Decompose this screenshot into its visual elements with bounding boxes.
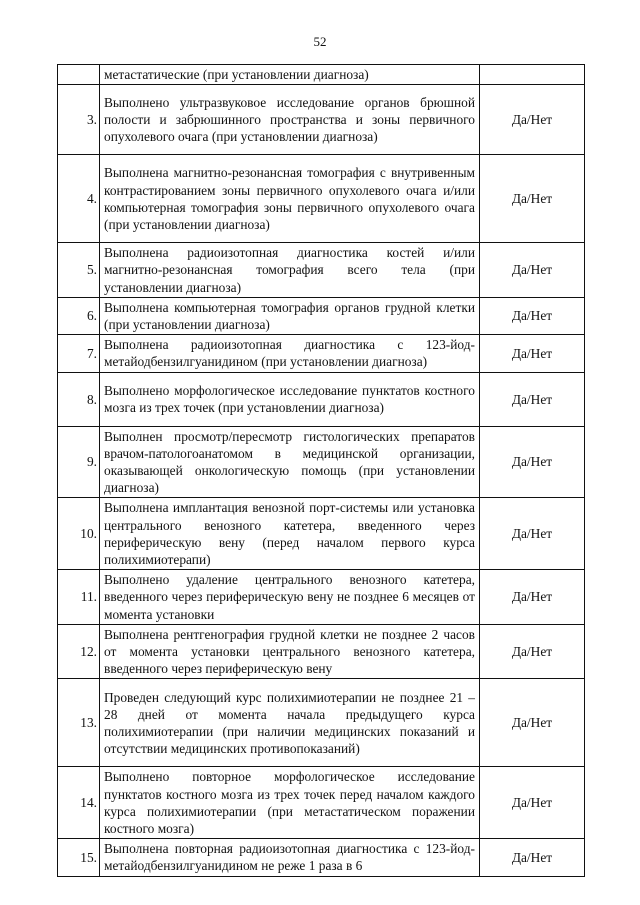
row-number: 5. <box>58 243 100 298</box>
table-row <box>58 624 585 679</box>
row-number: 10. <box>58 498 100 570</box>
row-number: 15. <box>58 839 100 876</box>
row-number: 11. <box>58 570 100 625</box>
answer-cell: Да/Нет <box>480 426 585 498</box>
table-row <box>58 839 585 876</box>
row-number: 14. <box>58 767 100 839</box>
row-number: 13. <box>58 679 100 767</box>
criterion-text: Выполнено ультразвуковое исследование органов брюшной полости и забрюшинного пространства и зоны первичного опухолевого очага (при установлении диагноза) <box>100 85 480 155</box>
criterion-text: Выполнена повторная радиоизотопная диагностика с 123-йод-метайодбензилгуанидином не реже 1 раза в 6 <box>100 839 480 876</box>
answer-cell: Да/Нет <box>480 498 585 570</box>
answer-cell <box>480 65 585 85</box>
criterion-text: метастатические (при установлении диагноза) <box>100 65 480 85</box>
table-row <box>58 679 585 767</box>
answer-cell: Да/Нет <box>480 570 585 625</box>
answer-cell: Да/Нет <box>480 335 585 372</box>
criterion-text: Выполнено морфологическое исследование пунктатов костного мозга из трех точек (при установлении диагноза) <box>100 372 480 426</box>
table-row <box>58 65 585 85</box>
table-row <box>58 85 585 155</box>
table-row <box>58 767 585 839</box>
criteria-table <box>57 64 585 877</box>
answer-cell: Да/Нет <box>480 297 585 334</box>
table-row <box>58 372 585 426</box>
answer-cell: Да/Нет <box>480 767 585 839</box>
table-row <box>58 243 585 298</box>
row-number: 4. <box>58 155 100 243</box>
row-number: 8. <box>58 372 100 426</box>
criterion-text: Выполнена магнитно-резонансная томография с внутривенным контрастированием зоны первичного опухолевого очага и/или компьютерная томография зоны первичного опухолевого очага (при установлении диагноза) <box>100 155 480 243</box>
table-row <box>58 498 585 570</box>
criterion-text: Выполнено удаление центрального венозного катетера, введенного через периферическую вену не позднее 6 месяцев от момента установки <box>100 570 480 625</box>
table-row <box>58 570 585 625</box>
table-row <box>58 155 585 243</box>
answer-cell: Да/Нет <box>480 243 585 298</box>
row-number: 9. <box>58 426 100 498</box>
criterion-text: Выполнена рентгенография грудной клетки не позднее 2 часов от момента установки центрального венозного катетера, введенного через периферическую вену <box>100 624 480 679</box>
criterion-text: Выполнен просмотр/пересмотр гистологических препаратов врачом-патологоанатомом в медицинской организации, оказывающей онкологическую помощь (при установлении диагноза) <box>100 426 480 498</box>
row-number: 3. <box>58 85 100 155</box>
answer-cell: Да/Нет <box>480 155 585 243</box>
answer-cell: Да/Нет <box>480 679 585 767</box>
table-row <box>58 426 585 498</box>
criterion-text: Выполнена компьютерная томография органов грудной клетки (при установлении диагноза) <box>100 297 480 334</box>
criterion-text: Выполнено повторное морфологическое исследование пунктатов костного мозга из трех точек перед началом каждого курса полихимиотерапии (при метастатическом поражении костного мозга) <box>100 767 480 839</box>
page-number: 52 <box>313 34 327 49</box>
answer-cell: Да/Нет <box>480 624 585 679</box>
table-row <box>58 335 585 372</box>
row-number: 6. <box>58 297 100 334</box>
row-number <box>58 65 100 85</box>
table-row <box>58 297 585 334</box>
criterion-text: Проведен следующий курс полихимиотерапии не позднее 21 – 28 дней от момента начала предыдущего курса полихимиотерапии (при наличии медицинских показаний и отсутствии медицинских противопоказаний) <box>100 679 480 767</box>
answer-cell: Да/Нет <box>480 372 585 426</box>
criterion-text: Выполнена радиоизотопная диагностика костей и/или магнитно-резонансная томография всего тела (при установлении диагноза) <box>100 243 480 298</box>
row-number: 12. <box>58 624 100 679</box>
answer-cell: Да/Нет <box>480 85 585 155</box>
criterion-text: Выполнена имплантация венозной порт-системы или установка центрального венозного катетера, введенного через периферическую вену (перед началом первого курса полихимиотерапи) <box>100 498 480 570</box>
row-number: 7. <box>58 335 100 372</box>
answer-cell: Да/Нет <box>480 839 585 876</box>
criterion-text: Выполнена радиоизотопная диагностика с 123-йод-метайодбензилгуанидином (при установлении диагноза) <box>100 335 480 372</box>
